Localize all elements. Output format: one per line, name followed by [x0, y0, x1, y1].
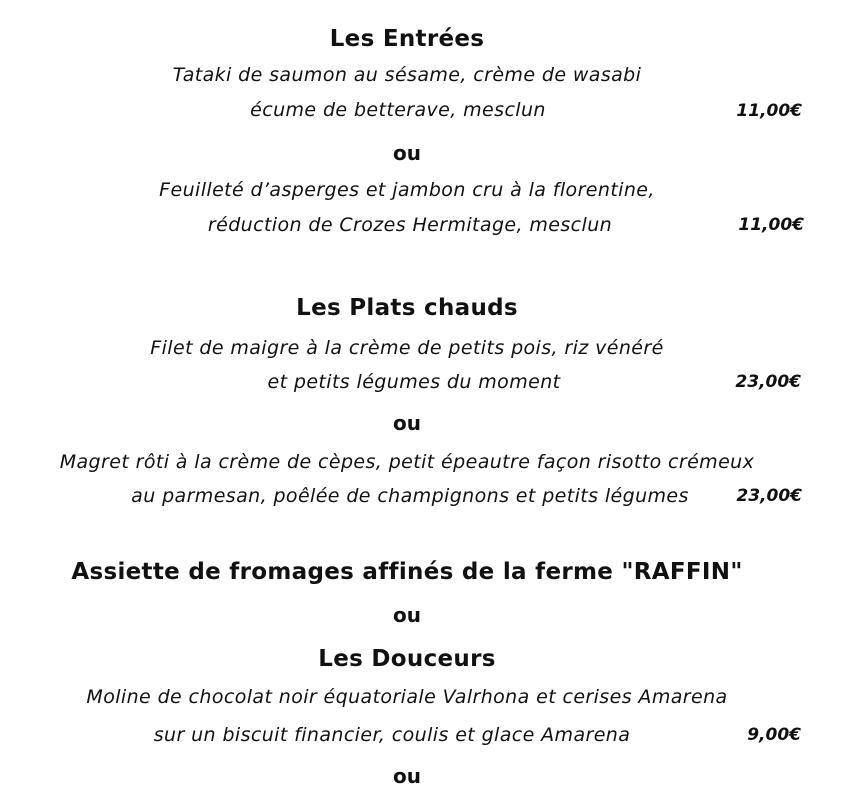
dish-price: 11,00€: [736, 101, 802, 121]
section-title-fromages: Assiette de fromages affinés de la ferme "RAFFIN": [71, 559, 743, 585]
dish-description-line: Feuilleté d’asperges et jambon cru à la florentine,: [159, 179, 655, 201]
dish-description-line: Tataki de saumon au sésame, crème de wasabi: [172, 64, 642, 86]
or-separator: ou: [393, 603, 421, 627]
section-title-entrees: Les Entrées: [329, 26, 485, 52]
dish-description-line: écume de betterave, mesclun: [250, 99, 546, 121]
dish-description-line: Magret rôti à la crème de cèpes, petit épeautre façon risotto crémeux: [59, 451, 755, 473]
dish-description-line: sur un biscuit financier, coulis et glace Amarena: [153, 724, 631, 746]
or-separator: ou: [393, 764, 421, 788]
dish-price: 9,00€: [747, 725, 801, 745]
dish-description-line: Moline de chocolat noir équatoriale Valrhona et cerises Amarena: [86, 686, 728, 708]
or-separator: ou: [393, 141, 421, 165]
dish-description-line: et petits légumes du moment: [267, 371, 561, 393]
dish-price: 23,00€: [736, 486, 802, 506]
dish-description-line: réduction de Crozes Hermitage, mesclun: [207, 214, 613, 236]
section-title-douceurs: Les Douceurs: [318, 646, 496, 672]
dish-price: 11,00€: [738, 215, 804, 235]
or-separator: ou: [393, 411, 421, 435]
section-title-plats: Les Plats chauds: [296, 295, 518, 321]
dish-price: 23,00€: [735, 372, 801, 392]
dish-description-line: au parmesan, poêlée de champignons et petits légumes: [131, 485, 689, 507]
dish-description-line: Filet de maigre à la crème de petits pois, riz vénéré: [150, 337, 664, 359]
